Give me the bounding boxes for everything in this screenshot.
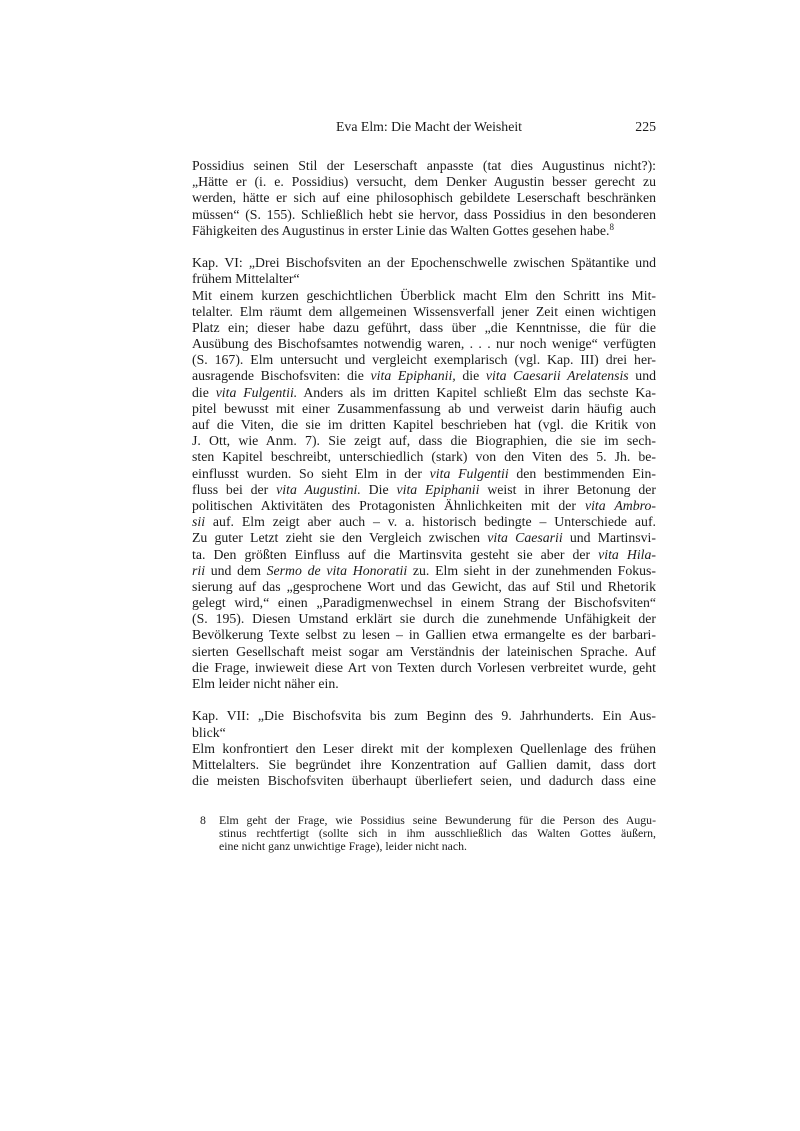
text-run: sten Kapitel beschreibt, unterschiedlich (stark) von den Viten des 5. Jh. be- — [192, 449, 656, 465]
footnote-8 — [200, 814, 656, 853]
text-run: Platz ein; dieser habe dazu geführt, dass über „die Kenntnisse, die für die — [192, 319, 656, 335]
text-run: ausragende Bischofsviten: die — [192, 368, 371, 384]
text-run: die — [192, 384, 216, 400]
footnote-text — [219, 814, 656, 853]
footnote-ref: 8 — [609, 222, 614, 232]
text-line — [192, 417, 656, 433]
italic-title: vita Ambro- — [584, 497, 656, 513]
text-run: stinus rechtfertigt (sollte sich in ihm ausschließlich das Walten Gottes äußern, — [219, 827, 656, 840]
text-run: Mittelalters. Sie begründet ihre Konzentration auf Gallien damit, dass dort — [192, 756, 656, 772]
text-line — [192, 190, 656, 206]
text-line — [192, 368, 656, 384]
text-line — [192, 498, 656, 514]
text-run: frühem Mittelalter“ — [192, 271, 300, 287]
italic-title: Sermo de vita Honoratii — [266, 562, 408, 578]
text-line — [192, 174, 656, 190]
paragraph-kap-vi — [192, 288, 656, 693]
text-line — [192, 627, 656, 643]
running-header — [192, 119, 656, 137]
page-number: 225 — [635, 119, 656, 134]
text-line — [192, 449, 656, 465]
text-line — [192, 773, 656, 789]
italic-title: vita Caesarii — [487, 530, 563, 546]
text-line — [192, 644, 656, 660]
running-title: Eva Elm: Die Macht der Weisheit — [336, 119, 522, 134]
heading-kap-vii — [192, 708, 656, 740]
text-run: Fähigkeiten des Augustinus in erster Linie das Walten Gottes gesehen habe. — [192, 222, 610, 238]
text-run: einflusst wurden. So sieht Elm in der — [192, 465, 430, 481]
text-run: „Hätte er (i. e. Possidius) versucht, dem Denker Augustin besser gerecht zu — [192, 174, 656, 190]
italic-title: vita Epiphanii — [396, 481, 480, 497]
text-line — [192, 660, 656, 676]
paragraph-possidius — [192, 158, 656, 239]
text-line — [219, 814, 656, 827]
text-line — [192, 158, 656, 174]
text-run: weist in ihrer Betonung der — [479, 481, 656, 497]
text-run: Ausübung des Bischofsamtes notwendig waren, . . . nur noch wenige“ verfügten — [192, 336, 656, 352]
italic-title: sii — [192, 514, 206, 530]
text-line — [192, 207, 656, 223]
text-run: werden, hätte er sich auf eine philosophisch gebildete Leserschaft beschränken — [192, 190, 656, 206]
text-line — [192, 385, 656, 401]
text-run: fluss bei der — [192, 481, 277, 497]
text-run: Anders als im dritten Kapitel schließt Elm das sechste Ka- — [297, 384, 656, 400]
text-run: auf die Viten, die sie im dritten Kapitel beschrieben hat (vgl. die Kritik von — [192, 417, 656, 432]
text-run: zu. Elm sieht in der zunehmenden Fokus- — [407, 562, 656, 578]
text-run: Elm leider nicht näher ein. — [192, 676, 339, 691]
text-line — [192, 725, 656, 741]
text-line — [192, 579, 656, 595]
heading-kap-vi — [192, 255, 656, 287]
text-line — [192, 595, 656, 611]
text-line — [192, 757, 656, 773]
text-run: Kap. VI: „Drei Bischofsviten an der Epochenschwelle zwischen Spätantike und — [192, 255, 656, 271]
text-run: Zu guter Letzt zieht sie den Vergleich zwischen — [192, 530, 488, 546]
text-run: müssen“ (S. 155). Schließlich hebt sie hervor, dass Possidius in den besonderen — [192, 206, 656, 222]
text-line — [192, 482, 656, 498]
text-line — [192, 466, 656, 482]
italic-title: vita Fulgentii. — [215, 384, 298, 400]
text-run: die meisten Bischofsviten überhaupt überliefert seien, und dadurch dass eine — [192, 773, 656, 789]
text-line — [192, 433, 656, 449]
text-line — [192, 352, 656, 368]
text-run: sierten Gesellschaft meist sogar am Verständnis der lateinischen Sprache. Auf — [192, 643, 656, 659]
text-line — [192, 514, 656, 530]
paragraph-kap-vii — [192, 741, 656, 790]
text-run: gelegt wird,“ einen „Paradigmenwechsel in einem Strang der Bischofsviten“ — [192, 595, 656, 611]
text-run: die — [455, 368, 486, 384]
italic-title: vita Epiphanii, — [370, 368, 456, 384]
text-line — [192, 741, 656, 757]
italic-title: vita Caesarii Arelatensis — [485, 368, 629, 384]
text-run: Bevölkerung Texte selbst zu lesen – in Gallien etwa ermangelte es der barbari- — [192, 627, 656, 643]
text-line — [192, 223, 656, 239]
text-line — [192, 401, 656, 417]
text-line — [192, 708, 656, 724]
text-run: (S. 167). Elm untersucht und vergleicht exemplarisch (vgl. Kap. III) drei her- — [192, 352, 656, 368]
text-run: und Martinsvi- — [562, 530, 656, 546]
text-run: eine nicht ganz unwichtige Frage), leider nicht nach. — [219, 840, 467, 853]
text-run: J. Ott, wie Anm. 7). Sie zeigt auf, dass die Biographien, die sie im sech- — [192, 433, 656, 449]
text-run: pitel bewusst mit einer Zusammenfassung ab und verweist darin häufig auch — [192, 400, 656, 416]
text-line — [192, 676, 656, 692]
text-run: den bestimmenden Ein- — [508, 465, 656, 481]
text-run: sierung auf das „gesprochene Wort und das Gewicht, das auf Stil und Rhetorik — [192, 578, 656, 594]
text-run: Elm konfrontiert den Leser direkt mit der komplexen Quellenlage des frühen — [192, 740, 656, 756]
text-line — [192, 563, 656, 579]
text-line — [192, 611, 656, 627]
text-run: die Frage, inwieweit diese Art von Texten durch Vorlesen verbreitet wurde, geht — [192, 659, 656, 675]
italic-title: vita Hila- — [598, 546, 656, 562]
text-run: telalter. Elm räumt dem allgemeinen Wissensverfall jener Zeit einen wichtigen — [192, 303, 656, 319]
footnote-number: 8 — [200, 813, 206, 827]
text-line — [192, 304, 656, 320]
text-line — [192, 530, 656, 546]
italic-title: vita Augustini. — [276, 481, 361, 497]
text-run: und — [628, 368, 656, 384]
text-line — [192, 547, 656, 563]
paragraph-gap — [192, 239, 656, 255]
text-run: Possidius seinen Stil der Leserschaft anpasste (tat dies Augustinus nicht?): — [192, 158, 656, 173]
text-line — [192, 336, 656, 352]
text-line — [192, 320, 656, 336]
text-line — [219, 840, 656, 853]
text-run: ta. Den größten Einfluss auf die Martinsvita gesteht sie aber der — [192, 546, 599, 562]
italic-title: vita Fulgentii — [429, 465, 509, 481]
italic-title: rii — [192, 562, 206, 578]
text-run: Mit einem kurzen geschichtlichen Überblick macht Elm den Schritt ins Mit- — [192, 287, 656, 303]
text-line — [192, 271, 656, 287]
text-line — [192, 255, 656, 271]
text-run: politischen Aktivitäten des Protagonisten Ähnlichkeiten mit der — [192, 497, 585, 513]
paragraph-gap — [192, 692, 656, 708]
text-run: blick“ — [192, 724, 226, 740]
text-run: Kap. VII: „Die Bischofsvita bis zum Beginn des 9. Jahrhunderts. Ein Aus- — [192, 708, 656, 724]
text-line — [192, 288, 656, 304]
text-run: Elm geht der Frage, wie Possidius seine Bewunderung für die Person des Augu- — [219, 814, 656, 827]
text-run: (S. 195). Diesen Umstand erklärt sie durch die zunehmende Unfähigkeit der — [192, 611, 656, 627]
text-run: und dem — [205, 562, 267, 578]
text-run: Die — [360, 481, 397, 497]
main-text — [192, 158, 656, 789]
text-line — [219, 827, 656, 840]
text-run: auf. Elm zeigt aber auch – v. a. historisch bedingte – Unterschiede auf. — [205, 514, 656, 530]
